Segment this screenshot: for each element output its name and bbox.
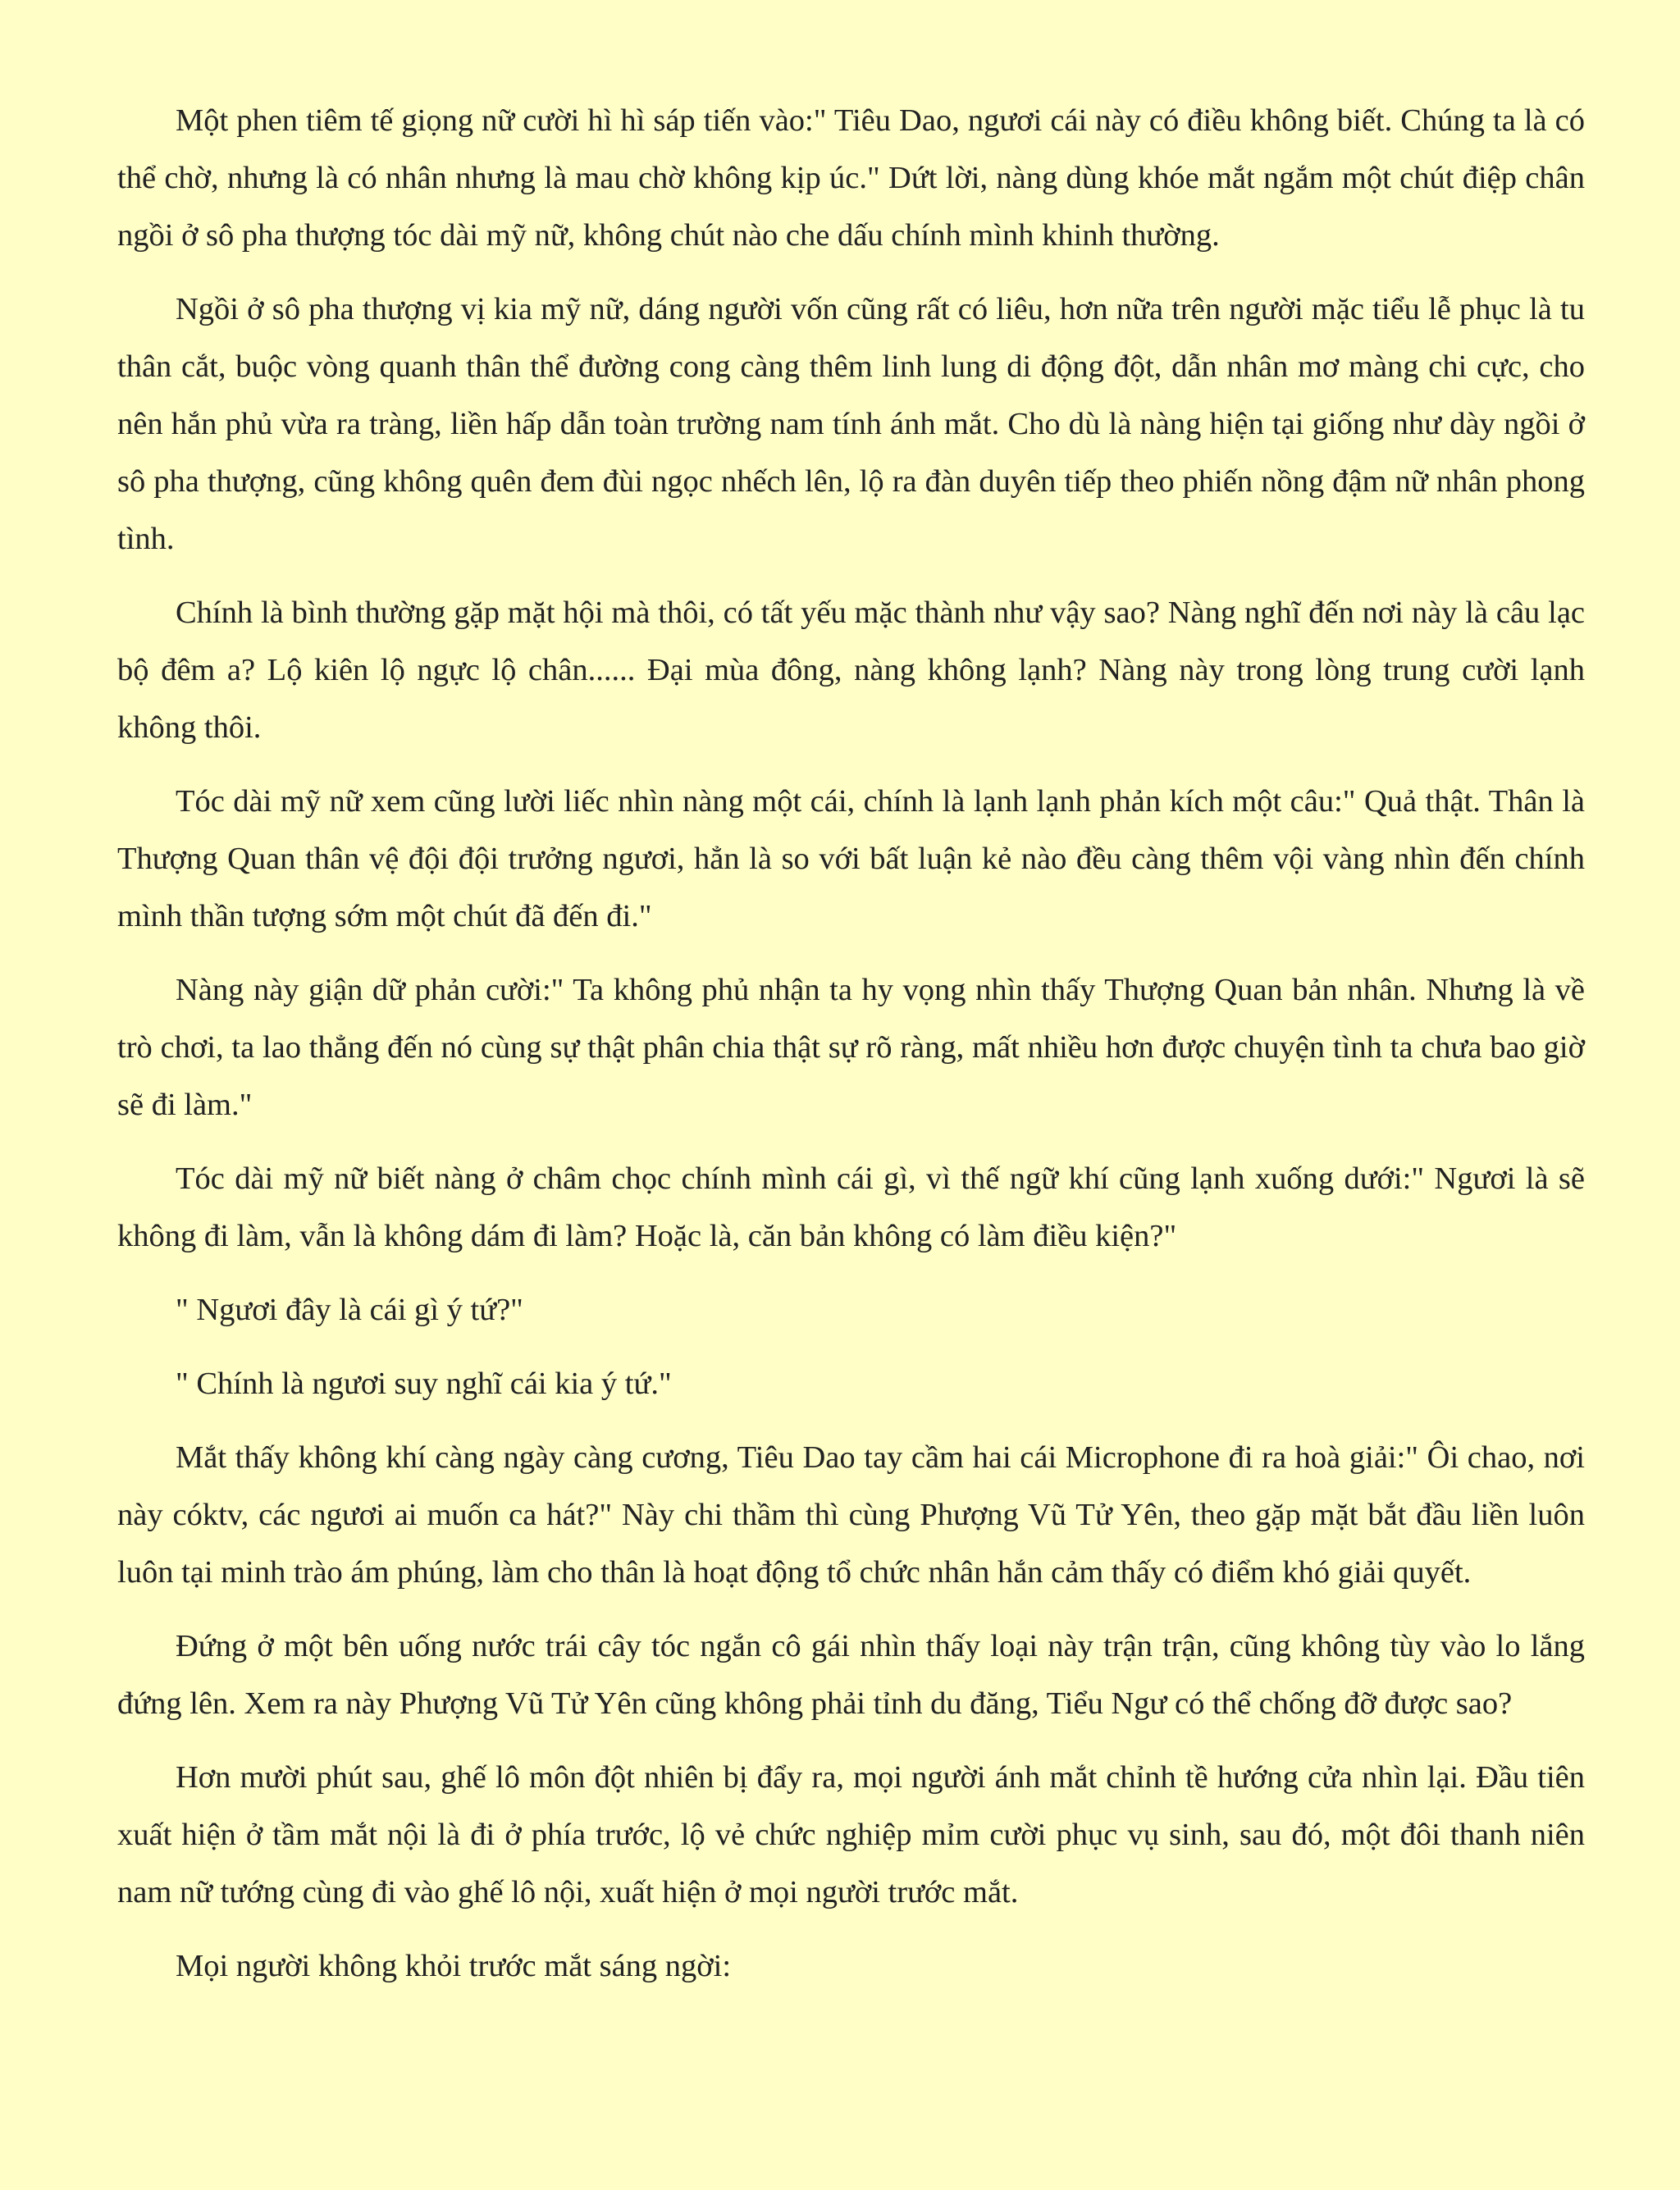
paragraph: Một phen tiêm tế giọng nữ cười hì hì sáp tiến vào:" Tiêu Dao, ngươi cái này có điều không biết. Chúng ta là có thể chờ, nhưng là có nhân nhưng là mau chờ không kịp úc." Dứt lời, nàng dùng khóe mắt ngắm một chút điệp chân ngồi ở sô pha thượng tóc dài mỹ nữ, không chút nào che dấu chính mình khinh thường. xyxy=(117,103,1585,253)
paragraph: Tóc dài mỹ nữ xem cũng lười liếc nhìn nàng một cái, chính là lạnh lạnh phản kích một câu:" Quả thật. Thân là Thượng Quan thân vệ đội đội trưởng ngươi, hẳn là so với bất luận kẻ nào đều càng thêm vội vàng nhìn đến chính mình thần tượng sớm một chút đã đến đi." xyxy=(117,784,1585,933)
paragraph: Nàng này giận dữ phản cười:" Ta không phủ nhận ta hy vọng nhìn thấy Thượng Quan bản nhân. Nhưng là về trò chơi, ta lao thẳng đến nó cùng sự thật phân chia thật sự rõ ràng, mất nhiều hơn được chuyện tình ta chưa bao giờ sẽ đi làm." xyxy=(117,973,1585,1122)
paragraph: Đứng ở một bên uống nước trái cây tóc ngắn cô gái nhìn thấy loại này trận trận, cũng không tùy vào lo lắng đứng lên. Xem ra này Phượng Vũ Tử Yên cũng không phải tỉnh du đăng, Tiểu Ngư có thể chống đỡ được sao? xyxy=(117,1629,1585,1721)
paragraph: Mọi người không khỏi trước mắt sáng ngời: xyxy=(176,1949,732,1983)
paragraph: Mắt thấy không khí càng ngày càng cương, Tiêu Dao tay cầm hai cái Microphone đi ra hoà giải:" Ôi chao, nơi này cóktv, các ngươi ai muốn ca hát?" Này chi thầm thì cùng Phượng Vũ Tử Yên, theo gặp mặt bắt đầu liền luôn luôn tại minh trào ám phúng, làm cho thân là hoạt động tổ chức nhân hắn cảm thấy có điểm khó giải quyết. xyxy=(117,1440,1585,1590)
paragraph: Hơn mười phút sau, ghế lô môn đột nhiên bị đẩy ra, mọi người ánh mắt chỉnh tề hướng cửa nhìn lại. Đầu tiên xuất hiện ở tầm mắt nội là đi ở phía trước, lộ vẻ chức nghiệp mỉm cười phục vụ sinh, sau đó, một đôi thanh niên nam nữ tướng cùng đi vào ghế lô nội, xuất hiện ở mọi người trước mắt. xyxy=(117,1760,1585,1909)
paragraph: Chính là bình thường gặp mặt hội mà thôi, có tất yếu mặc thành như vậy sao? Nàng nghĩ đến nơi này là câu lạc bộ đêm a? Lộ kiên lộ ngực lộ chân...... Đại mùa đông, nàng không lạnh? Nàng này trong lòng trung cười lạnh không thôi. xyxy=(117,595,1585,745)
paragraph: Tóc dài mỹ nữ biết nàng ở châm chọc chính mình cái gì, vì thế ngữ khí cũng lạnh xuống dưới:" Ngươi là sẽ không đi làm, vẫn là không dám đi làm? Hoặc là, căn bản không có làm điều kiện?" xyxy=(117,1161,1585,1253)
dialogue-line: " Chính là ngươi suy nghĩ cái kia ý tứ." xyxy=(176,1366,672,1401)
paragraph: Ngồi ở sô pha thượng vị kia mỹ nữ, dáng người vốn cũng rất có liêu, hơn nữa trên người mặc tiểu lễ phục là tu thân cắt, buộc vòng quanh thân thể đường cong càng thêm linh lung di động đột, dẫn nhân mơ màng chi cực, cho nên hắn phủ vừa ra tràng, liền hấp dẫn toàn trường nam tính ánh mắt. Cho dù là nàng hiện tại giống như dày ngồi ở sô pha thượng, cũng không quên đem đùi ngọc nhếch lên, lộ ra đàn duyên tiếp theo phiến nồng đậm nữ nhân phong tình. xyxy=(117,292,1585,556)
dialogue-line: " Ngươi đây là cái gì ý tứ?" xyxy=(176,1293,523,1327)
